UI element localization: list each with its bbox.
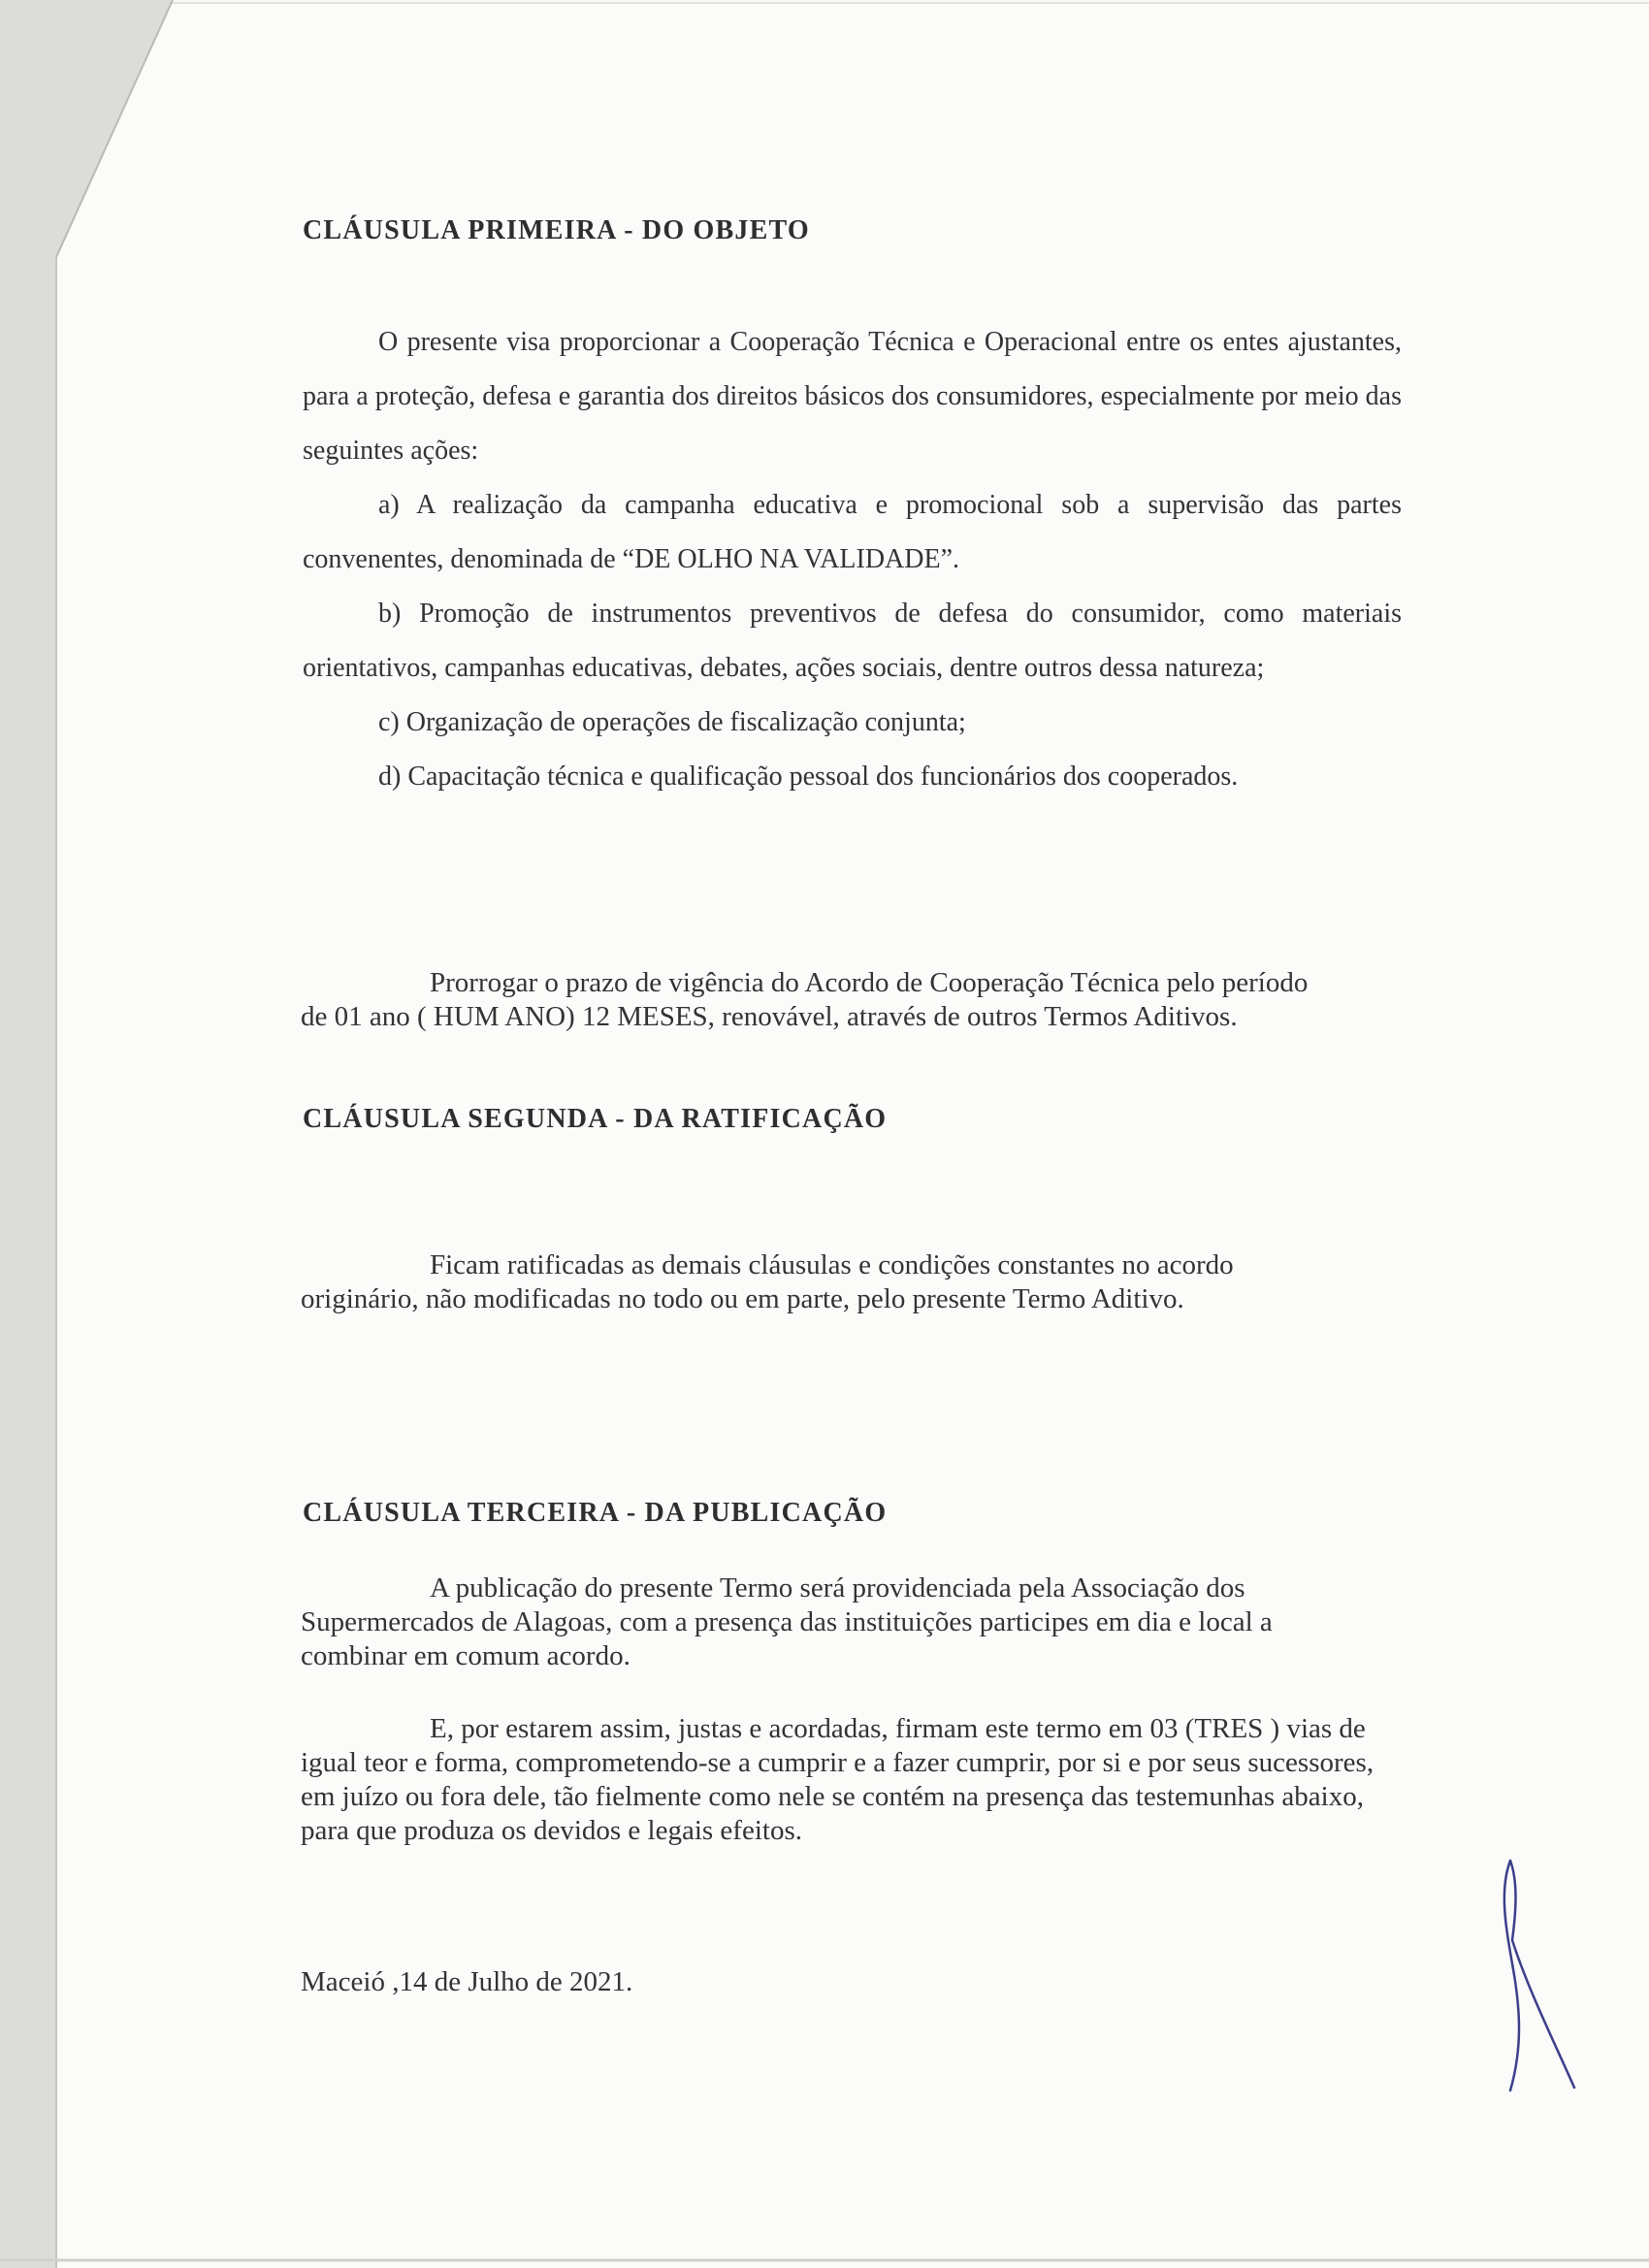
place-and-date: Maceió ,14 de Julho de 2021. (301, 1966, 633, 1997)
clause-1-heading: CLÁUSULA PRIMEIRA - DO OBJETO (303, 215, 810, 245)
prorrogacao-paragraph: Prorrogar o prazo de vigência do Acordo de Cooperação Técnica pelo período de 01 ano ( HUM ANO) 12 MESES, renovável, através de outros Termos Aditivos. (301, 967, 1309, 1032)
clause-1-item-b: b) Promoção de instrumentos preventivos de defesa do consumidor, como materiais orientativos, campanhas educativas, debates, ações sociais, dentre outros dessa natureza; (303, 599, 1402, 683)
clause-1-body (303, 315, 1402, 804)
closing-paragraph: E, por estarem assim, justas e acordadas, firmam este termo em 03 (TRES ) vias de igual teor e forma, comprometendo-se a cumprir e a fazer cumprir, por si e por seus sucessores, em juízo ou fora dele, tão fielmente como nele se contém na presença das testemunhas abaixo, para que produza os devidos e legais efeitos. (301, 1713, 1374, 1846)
clause-2-heading: CLÁUSULA SEGUNDA - DA RATIFICAÇÃO (303, 1104, 888, 1134)
clause-3-body: A publicação do presente Termo será providenciada pela Associação dos Supermercados de Alagoas, com a presença das instituições participes em dia e local a combinar em comum acordo. (301, 1572, 1273, 1671)
clause-1-item-c: c) Organização de operações de fiscalização conjunta; (378, 707, 966, 737)
clause-1-item-d: d) Capacitação técnica e qualificação pessoal dos funcionários dos cooperados. (378, 761, 1239, 792)
clause-1-intro: O presente visa proporcionar a Cooperação Técnica e Operacional entre os entes ajustantes, para a proteção, defesa e garantia dos direitos básicos dos consumidores, especialmente por meio das seguintes ações: (303, 327, 1402, 466)
clause-2-body: Ficam ratificadas as demais cláusulas e condições constantes no acordo originário, não modificadas no todo ou em parte, pelo presente Termo Aditivo. (301, 1249, 1234, 1314)
clause-3-heading: CLÁUSULA TERCEIRA - DA PUBLICAÇÃO (303, 1498, 888, 1528)
clause-1-item-a: a) A realização da campanha educativa e promocional sob a supervisão das partes convenentes, denominada de “DE OLHO NA VALIDADE”. (303, 490, 1402, 574)
signature-mark (1470, 1853, 1586, 2105)
